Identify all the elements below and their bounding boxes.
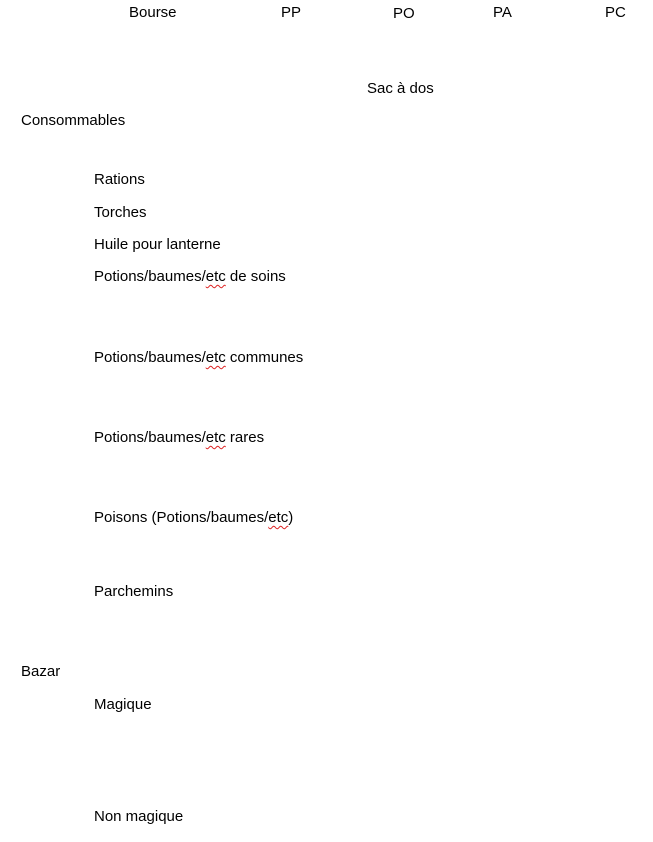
item-text-prefix: Poisons (Potions/baumes/: [94, 509, 269, 526]
item-non-magique: Non magique: [94, 808, 184, 825]
section-heading-bazar: Bazar: [21, 663, 61, 680]
item-text-suffix: communes: [225, 349, 304, 366]
item-text-suffix: de soins: [225, 268, 286, 285]
item-potions-rares: [94, 429, 264, 447]
item-text-prefix: Potions/baumes/: [94, 429, 206, 446]
po-label: PO: [393, 5, 415, 22]
item-text-prefix: Potions/baumes/: [94, 349, 206, 366]
page-title: Sac à dos: [367, 80, 434, 97]
item-potions-soins: [94, 268, 286, 286]
item-magique: Magique: [94, 696, 152, 713]
spellcheck-word[interactable]: etc: [268, 509, 289, 526]
pp-label: PP: [281, 4, 302, 21]
section-heading-consommables: Consommables: [21, 112, 126, 129]
item-parchemins: Parchemins: [94, 583, 174, 600]
item-potions-communes: [94, 349, 303, 367]
item-poisons: [94, 509, 293, 527]
item-text-prefix: Potions/baumes/: [94, 268, 206, 285]
item-torches: Torches: [94, 204, 147, 221]
item-text-suffix: ): [288, 509, 294, 526]
pc-label: PC: [605, 4, 626, 21]
item-text-suffix: rares: [225, 429, 265, 446]
item-rations: Rations: [94, 171, 145, 188]
spellcheck-word[interactable]: etc: [205, 268, 226, 285]
pa-label: PA: [493, 4, 512, 21]
spellcheck-word[interactable]: etc: [205, 349, 226, 366]
bourse-label: Bourse: [129, 4, 177, 21]
item-huile-lanterne: Huile pour lanterne: [94, 236, 221, 253]
spellcheck-word[interactable]: etc: [205, 429, 226, 446]
